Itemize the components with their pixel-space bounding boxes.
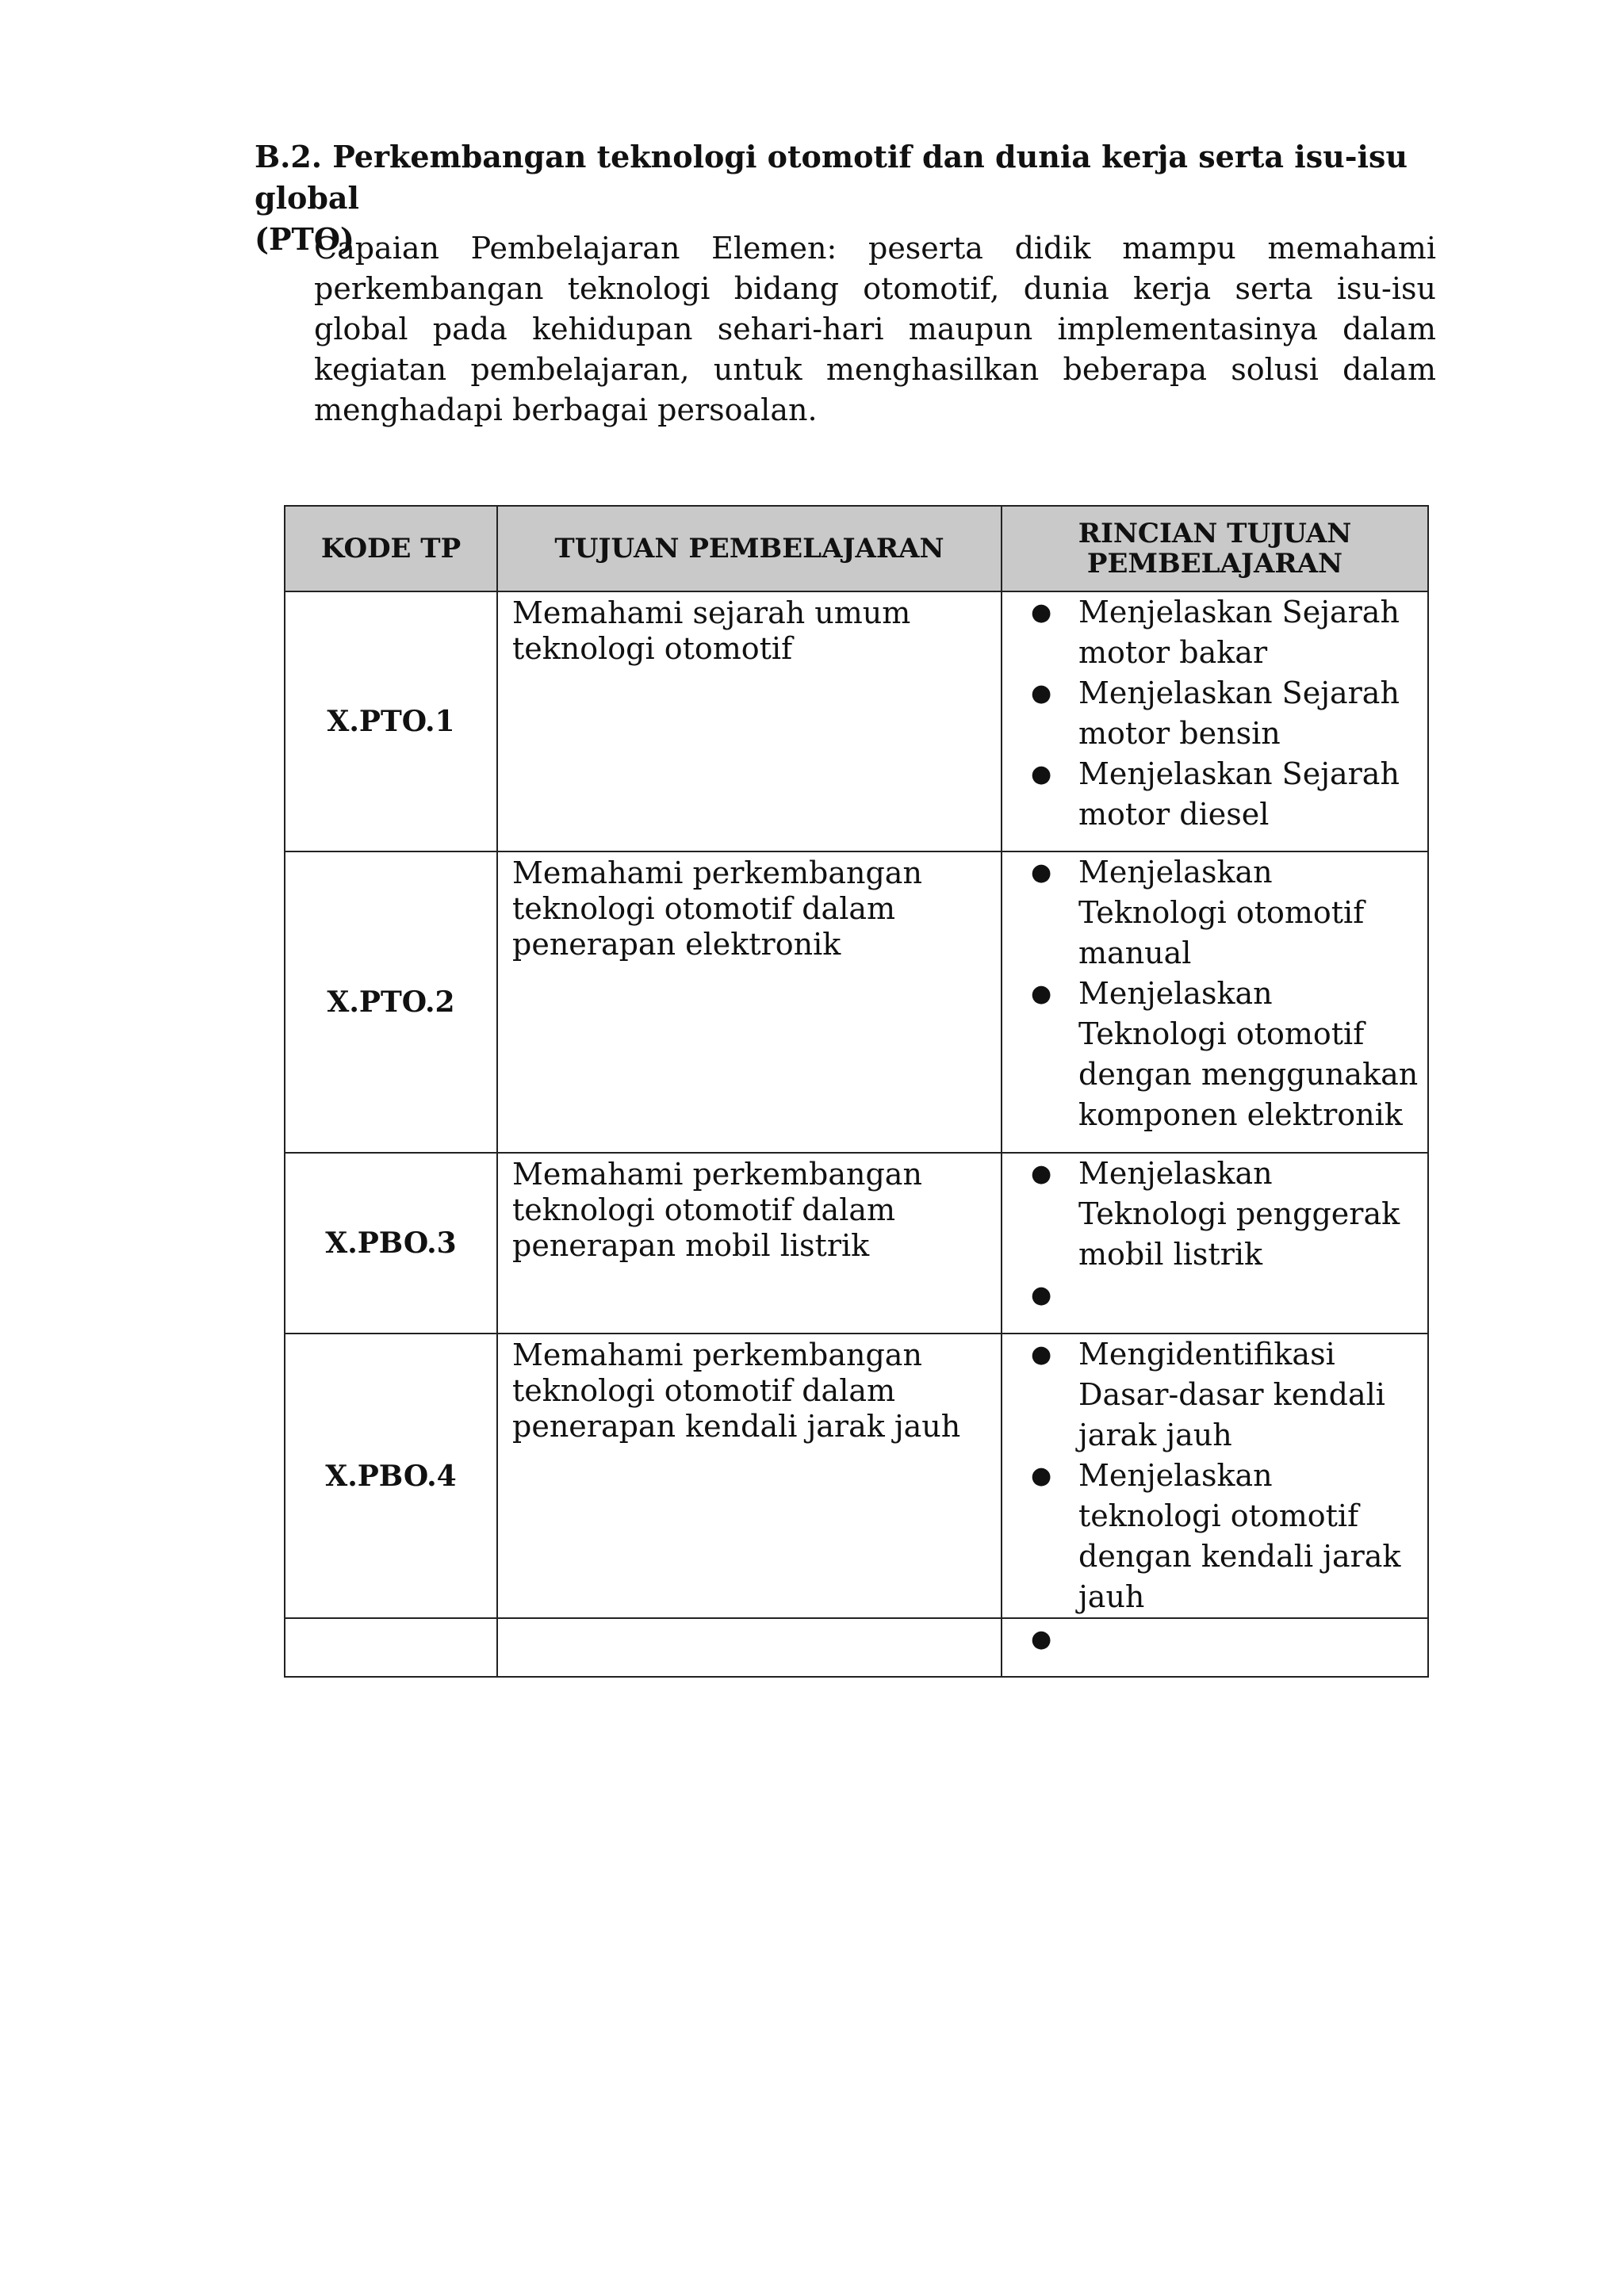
rincian-list <box>1002 1154 1419 1315</box>
table-row <box>285 591 1428 851</box>
list-item-text: Menjelaskan Teknologi otomotif dengan menggunakan komponen elektronik <box>1078 976 1419 1132</box>
tujuan-cell <box>497 1618 1002 1677</box>
capaian-paragraph: Capaian Pembelajaran Elemen: peserta didik mampu memahami perkembangan teknologi bidang otomotif, dunia kerja serta isu-isu global pada kehidupan sehari-hari maupun implementasinya dalam kegiatan pembelajaran, untuk menghasilkan beberapa solusi dalam menghadapi berbagai persoalan. <box>314 231 1436 427</box>
bullet-icon: ● <box>1031 980 1052 1008</box>
rincian-list <box>1002 1334 1419 1617</box>
header-kode-tp: KODE TP <box>285 506 497 591</box>
list-item-text: Menjelaskan Teknologi otomotif manual <box>1078 855 1365 970</box>
tujuan-cell: Memahami perkembangan teknologi otomotif dalam penerapan elektronik <box>497 851 1002 1153</box>
tujuan-pembelajaran-table <box>284 505 1429 1678</box>
bullet-icon: ● <box>1031 1281 1052 1309</box>
tujuan-cell: Memahami perkembangan teknologi otomotif dalam penerapan kendali jarak jauh <box>497 1334 1002 1618</box>
header-tujuan-pembelajaran: TUJUAN PEMBELAJARAN <box>497 506 1002 591</box>
list-item-text <box>1078 1277 1088 1312</box>
list-item <box>1002 1275 1419 1315</box>
bullet-icon: ● <box>1031 1625 1052 1653</box>
kode-cell: X.PBO.4 <box>285 1334 497 1618</box>
table-row <box>285 851 1428 1153</box>
list-item <box>1002 1619 1419 1659</box>
table-header-row <box>285 506 1428 591</box>
list-item <box>1002 1456 1419 1617</box>
list-item-text: Mengidentifikasi Dasar-dasar kendali jarak jauh <box>1078 1337 1385 1452</box>
bullet-icon: ● <box>1031 599 1052 626</box>
table-row <box>285 1334 1428 1618</box>
kode-cell: X.PBO.3 <box>285 1153 497 1334</box>
rincian-cell <box>1002 1618 1428 1677</box>
list-item <box>1002 974 1419 1135</box>
bullet-icon: ● <box>1031 760 1052 788</box>
list-item <box>1002 852 1419 974</box>
rincian-cell <box>1002 591 1428 851</box>
bullet-icon: ● <box>1031 1462 1052 1490</box>
kode-cell: X.PTO.1 <box>285 591 497 851</box>
section-heading-line1: B.2. Perkembangan teknologi otomotif dan dunia kerja serta isu-isu global <box>255 139 1408 216</box>
list-item <box>1002 592 1419 673</box>
rincian-cell <box>1002 1334 1428 1618</box>
rincian-list <box>1002 1619 1419 1659</box>
list-item-text: Menjelaskan Teknologi penggerak mobil listrik <box>1078 1156 1400 1272</box>
list-item-text: Menjelaskan Sejarah motor bensin <box>1078 675 1400 751</box>
bullet-icon: ● <box>1031 859 1052 886</box>
tujuan-cell: Memahami sejarah umum teknologi otomotif <box>497 591 1002 851</box>
list-item-text: Menjelaskan teknologi otomotif dengan kendali jarak jauh <box>1078 1458 1401 1614</box>
list-item <box>1002 754 1419 835</box>
list-item-text <box>1078 1621 1088 1656</box>
rincian-list <box>1002 592 1419 835</box>
rincian-cell <box>1002 851 1428 1153</box>
list-item-text: Menjelaskan Sejarah motor diesel <box>1078 756 1400 832</box>
table-row <box>285 1618 1428 1677</box>
rincian-cell <box>1002 1153 1428 1334</box>
list-item <box>1002 1334 1419 1456</box>
tujuan-cell: Memahami perkembangan teknologi otomotif dalam penerapan mobil listrik <box>497 1153 1002 1334</box>
bullet-icon: ● <box>1031 679 1052 707</box>
bullet-icon: ● <box>1031 1341 1052 1368</box>
table-row <box>285 1153 1428 1334</box>
rincian-list <box>1002 852 1419 1135</box>
header-rincian-tujuan: RINCIAN TUJUAN PEMBELAJARAN <box>1002 506 1428 591</box>
kode-cell: X.PTO.2 <box>285 851 497 1153</box>
section-heading-line2: (PTO) <box>255 221 354 257</box>
list-item-text: Menjelaskan Sejarah motor bakar <box>1078 595 1400 670</box>
list-item <box>1002 673 1419 754</box>
kode-cell <box>285 1618 497 1677</box>
list-item <box>1002 1154 1419 1275</box>
bullet-icon: ● <box>1031 1160 1052 1188</box>
